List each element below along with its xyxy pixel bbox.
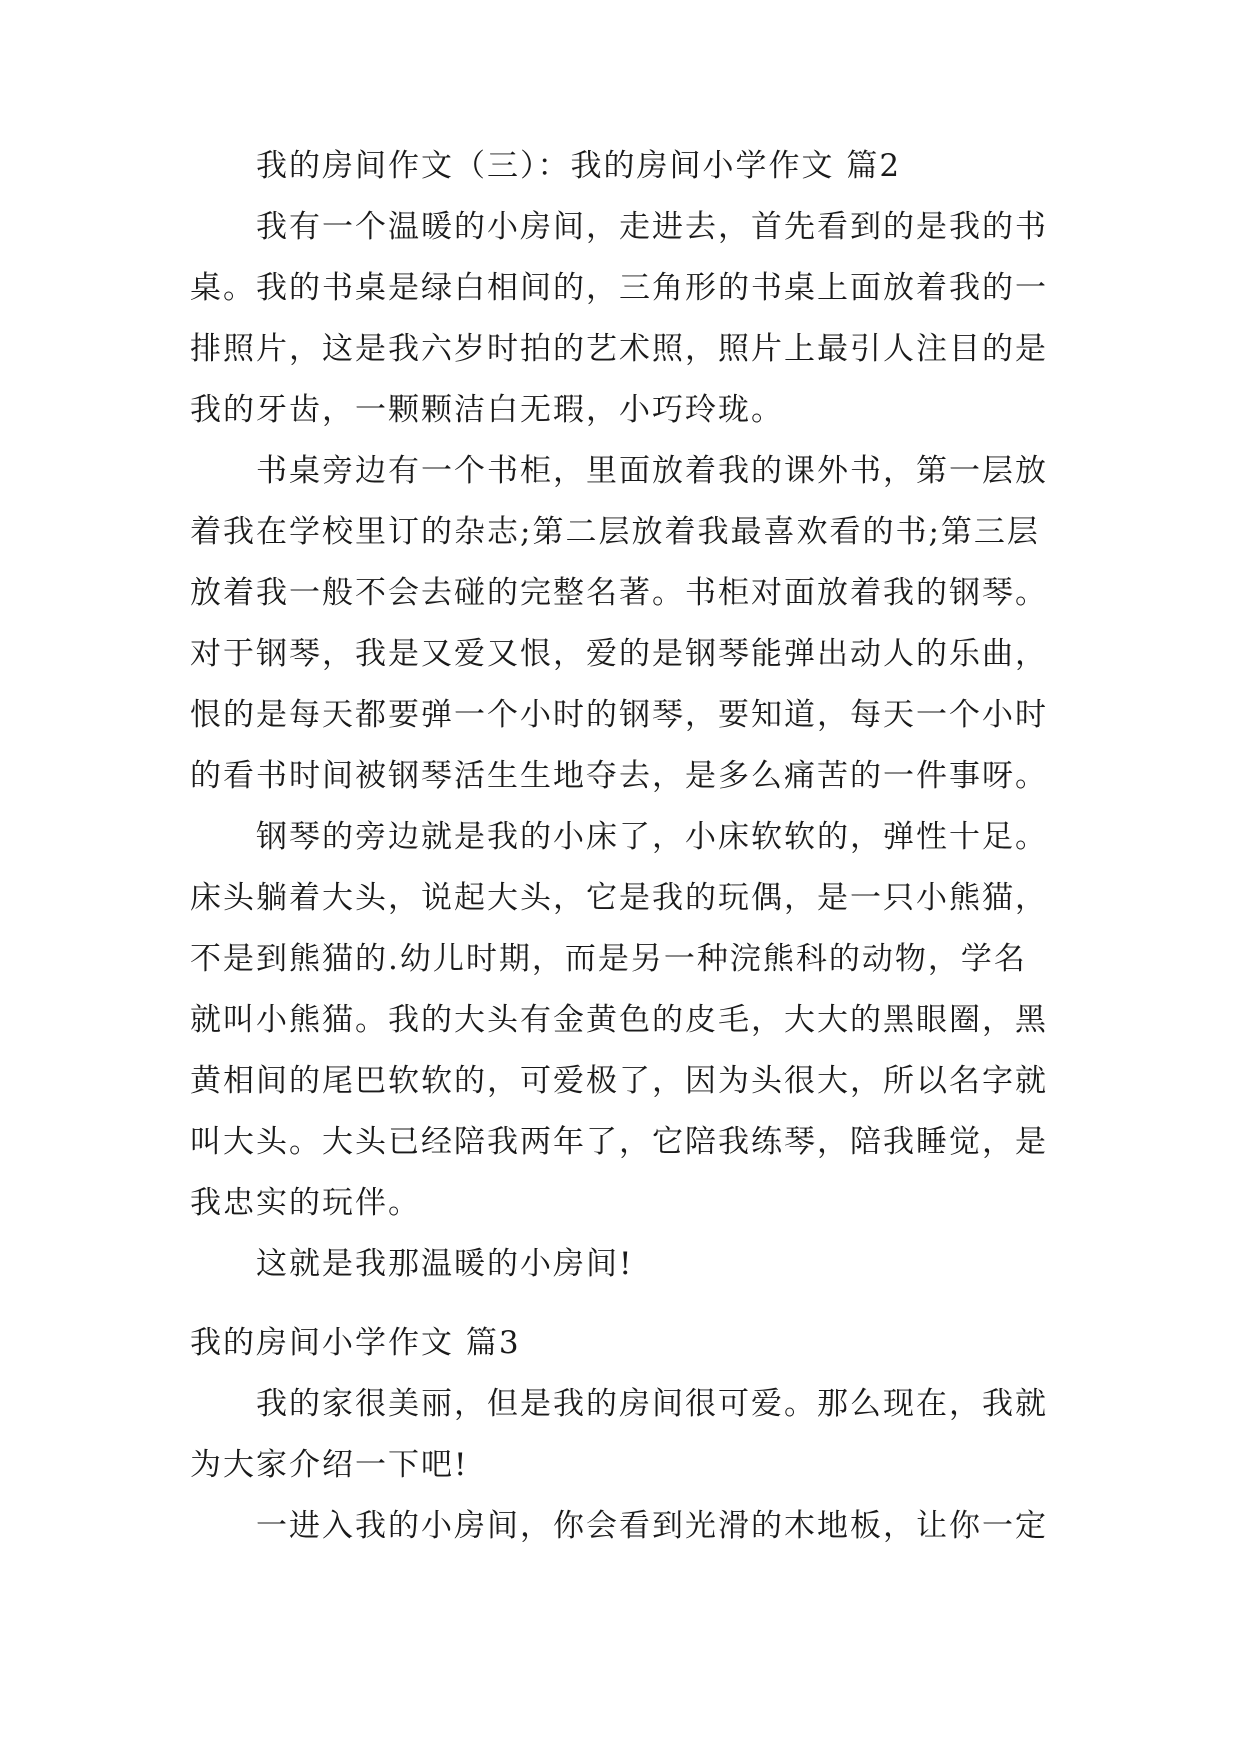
text-line: 叫大头。大头已经陪我两年了，它陪我练琴，陪我睡觉，是 [190, 1124, 1048, 1160]
text-line: 床头躺着大头，说起大头，它是我的玩偶，是一只小熊猫， [190, 880, 1048, 916]
text-line: 我忠实的玩伴。 [190, 1185, 421, 1221]
section-heading: 我的房间小学作文 篇3 [190, 1325, 521, 1361]
text-line: 放着我一般不会去碰的完整名著。书柜对面放着我的钢琴。 [190, 575, 1048, 611]
paragraph [190, 197, 1050, 441]
paragraph [190, 1374, 1050, 1496]
text-line: 的看书时间被钢琴活生生地夺去，是多么痛苦的一件事呀。 [190, 758, 1048, 794]
text-line: 书桌旁边有一个书柜，里面放着我的课外书，第一层放 [256, 453, 1048, 489]
text-line: 黄相间的尾巴软软的，可爱极了，因为头很大，所以名字就 [190, 1063, 1048, 1099]
paragraph [190, 441, 1050, 807]
text-line: 恨的是每天都要弹一个小时的钢琴，要知道，每天一个小时 [190, 697, 1048, 733]
text-line: 桌。我的书桌是绿白相间的，三角形的书桌上面放着我的一 [190, 270, 1048, 306]
text-line: 我的牙齿，一颗颗洁白无瑕，小巧玲珑。 [190, 392, 784, 428]
text-line: 这就是我那温暖的小房间! [256, 1246, 634, 1282]
text-line: 对于钢琴，我是又爱又恨，爱的是钢琴能弹出动人的乐曲， [190, 636, 1048, 672]
paragraph [190, 1496, 1050, 1557]
paragraph [190, 1234, 1050, 1295]
text-line: 我有一个温暖的小房间，走进去，首先看到的是我的书 [256, 209, 1048, 245]
text-line: 着我在学校里订的杂志;第二层放着我最喜欢看的书;第三层 [190, 514, 1040, 550]
text-line: 钢琴的旁边就是我的小床了，小床软软的，弹性十足。 [256, 819, 1048, 855]
text-line: 我的家很美丽，但是我的房间很可爱。那么现在，我就 [256, 1386, 1048, 1422]
text-line: 就叫小熊猫。我的大头有金黄色的皮毛，大大的黑眼圈，黑 [190, 1002, 1048, 1038]
section-heading: 我的房间作文（三）：我的房间小学作文 篇2 [256, 148, 902, 184]
text-line: 排照片，这是我六岁时拍的艺术照，照片上最引人注目的是 [190, 331, 1048, 367]
text-line: 一进入我的小房间，你会看到光滑的木地板，让你一定 [256, 1508, 1048, 1544]
essay-section-2 [190, 136, 1050, 1295]
essay-section-3 [190, 1313, 1050, 1557]
text-line: 为大家介绍一下吧! [190, 1447, 469, 1483]
paragraph [190, 807, 1050, 1234]
text-line: 不是到熊猫的.幼儿时期，而是另一种浣熊科的动物，学名 [190, 941, 1027, 977]
